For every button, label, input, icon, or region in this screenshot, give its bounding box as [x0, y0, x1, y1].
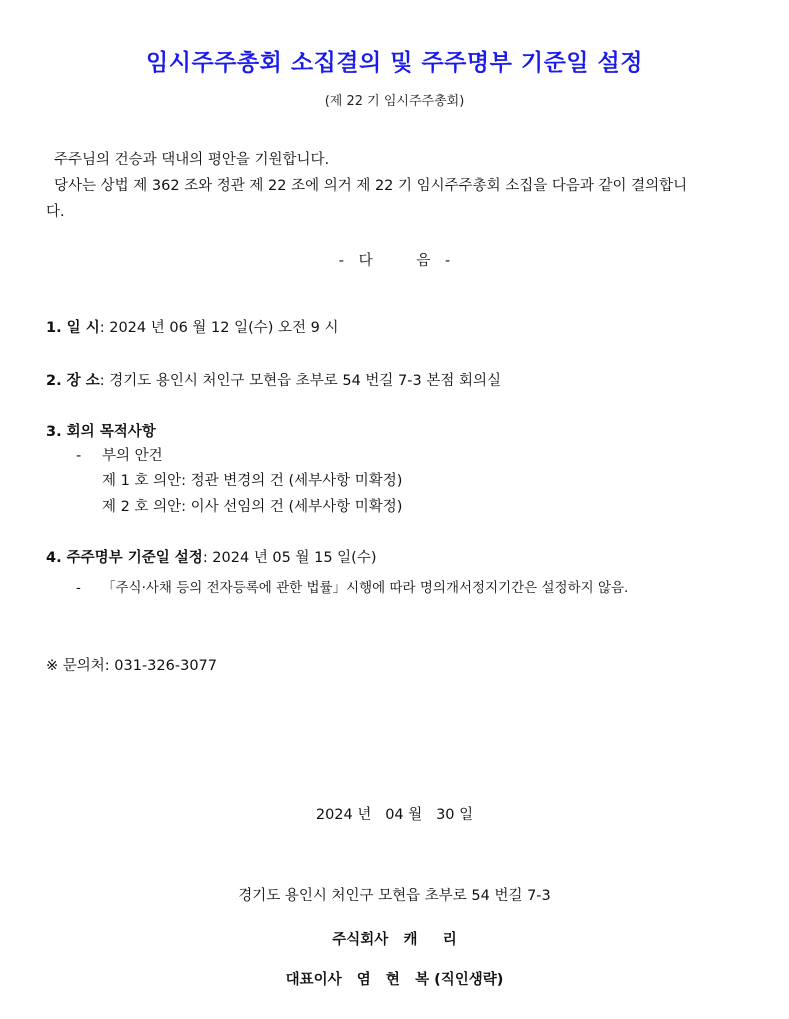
item-label: 3. 회의 목적사항: [46, 424, 156, 440]
greeting-line-2: 당사는 상법 제 362 조와 정관 제 22 조에 의거 제 22 기 임시주주총회 소집을 다음과 같이 결의합니: [54, 178, 688, 194]
item-label: 1. 일 시: [46, 320, 100, 336]
contact-info: ※ 문의처: 031-326-3077: [46, 658, 217, 674]
ceo-signature: 대표이사 염 현 복 (직인생략): [285, 972, 504, 988]
item-value: : 2024 년 06 월 12 일(수) 오전 9 시: [99, 320, 339, 336]
item-label: 4. 주주명부 기준일 설정: [46, 550, 203, 566]
agenda-item-2: 제 2 호 의안: 이사 선임의 건 (세부사항 미확정): [102, 499, 403, 515]
record-date-note: [76, 576, 628, 596]
agenda-subheading-text: 부의 안건: [102, 448, 163, 464]
greeting-line-3: 다.: [46, 204, 65, 220]
company-address: 경기도 용인시 처인구 모현읍 초부로 54 번길 7-3: [238, 888, 551, 904]
item-value: : 2024 년 05 월 15 일(수): [202, 550, 377, 566]
item-agenda-heading: [46, 420, 156, 441]
item-meeting-datetime: [46, 316, 338, 337]
document-subtitle: (제 22 기 임시주주총회): [324, 94, 465, 109]
company-name: 주식회사 캐 리: [332, 932, 457, 948]
item-label: 2. 장 소: [46, 373, 100, 389]
bullet-dash: -: [76, 580, 81, 596]
greeting-line-1: 주주님의 건승과 댁내의 평안을 기원합니다.: [54, 152, 330, 168]
record-date-note-text: 「주식·사채 등의 전자등록에 관한 법률」시행에 따라 명의개서정지기간은 설정하지 않음.: [102, 580, 629, 596]
agenda-subheading: [76, 444, 163, 465]
item-meeting-place: [46, 369, 501, 390]
item-value: : 경기도 용인시 처인구 모현읍 초부로 54 번길 7-3 본점 회의실: [99, 373, 501, 389]
item-record-date: [46, 546, 377, 567]
dagum-heading: - 다 음 -: [338, 253, 451, 269]
issue-date: 2024 년 04 월 30 일: [315, 807, 474, 823]
document-title: 임시주주총회 소집결의 및 주주명부 기준일 설정: [146, 50, 643, 76]
agenda-item-1: 제 1 호 의안: 정관 변경의 건 (세부사항 미확정): [102, 473, 403, 489]
bullet-dash: -: [76, 448, 82, 464]
